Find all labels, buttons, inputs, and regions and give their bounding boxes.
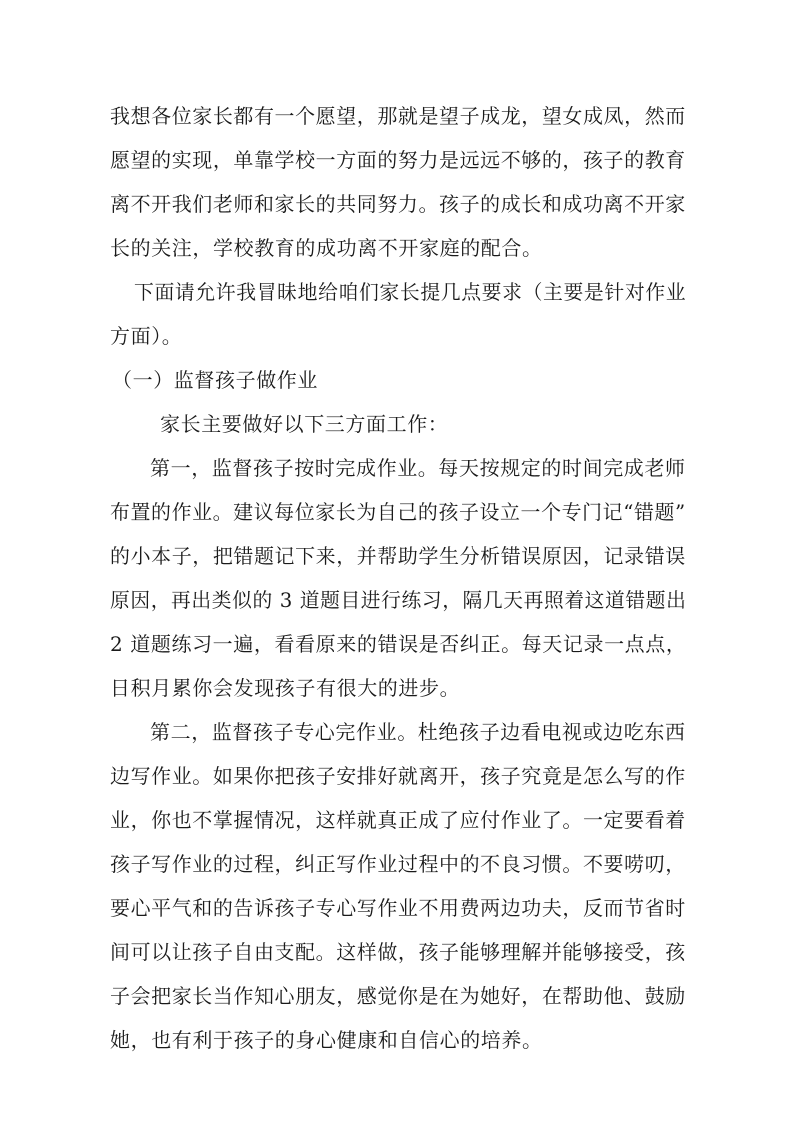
paragraph-4-line-2: 边写作业。如果你把孩子安排好就离开，孩子究竟是怎么写的作 <box>110 764 686 788</box>
paragraph-1-line-4: 长的关注，学校教育的成功离不开家庭的配合。 <box>110 236 543 260</box>
paragraph-4-line-5: 要心平气和的告诉孩子专心写作业不用费两边功夫，反而节省时 <box>110 896 686 920</box>
intro-line: 家长主要做好以下三方面工作： <box>160 412 449 436</box>
paragraph-4-line-1: 第二，监督孩子专心完作业。杜绝孩子边看电视或边吃东西 <box>150 720 686 744</box>
paragraph-3-line-5: 2 道题练习一遍，看看原来的错误是否纠正。每天记录一点点， <box>110 632 687 656</box>
section-heading: （一）监督孩子做作业 <box>112 368 318 392</box>
paragraph-1-line-2: 愿望的实现，单靠学校一方面的努力是远远不够的，孩子的教育 <box>110 148 686 172</box>
paragraph-3-line-6: 日积月累你会发现孩子有很大的进步。 <box>110 676 461 700</box>
paragraph-2-line-2: 方面）。 <box>110 324 183 348</box>
paragraph-2-line-1: 下面请允许我冒昧地给咱们家长提几点要求（主要是针对作业 <box>134 280 687 304</box>
paragraph-3-line-4: 原因，再出类似的 3 道题目进行练习，隔几天再照着这道错题出 <box>110 588 687 612</box>
paragraph-4-line-6: 间可以让孩子自由支配。这样做，孩子能够理解并能够接受，孩 <box>110 940 686 964</box>
paragraph-3-line-1: 第一，监督孩子按时完成作业。每天按规定的时间完成老师 <box>150 456 686 480</box>
paragraph-4-line-8: 她，也有利于孩子的身心健康和自信心的培养。 <box>110 1028 543 1052</box>
paragraph-4-line-7: 子会把家长当作知心朋友，感觉你是在为她好，在帮助他、鼓励 <box>110 984 686 1008</box>
paragraph-4-line-3: 业，你也不掌握情况，这样就真正成了应付作业了。一定要看着 <box>110 808 686 832</box>
paragraph-3-line-2: 布置的作业。建议每位家长为自己的孩子设立一个专门记“错题” <box>110 500 686 524</box>
paragraph-4-line-4: 孩子写作业的过程，纠正写作业过程中的不良习惯。不要唠叨， <box>110 852 686 876</box>
paragraph-1-line-1: 我想各位家长都有一个愿望，那就是望子成龙，望女成凤，然而 <box>110 104 686 128</box>
paragraph-1-line-3: 离不开我们老师和家长的共同努力。孩子的成长和成功离不开家 <box>110 192 686 216</box>
paragraph-3-line-3: 的小本子，把错题记下来，并帮助学生分析错误原因，记录错误 <box>110 544 686 568</box>
